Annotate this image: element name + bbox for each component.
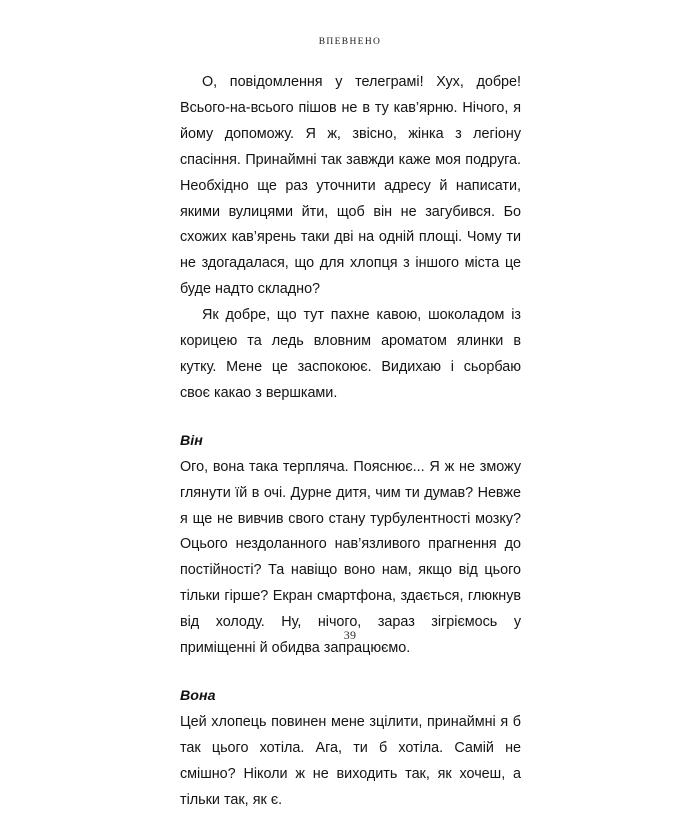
text-column [180, 70, 521, 813]
paragraph: О, повідомлення у телеграмі! Хух, добре! Всього-на-всього пішов не в ту кав’ярню. Нічого, я йому допоможу. Я ж, звісно, жінка з легіону спасіння. Принаймні так завжди каже моя подруга. Необхідно ще раз уточнити адресу й написати, якими вулицями йти, щоб він не загубився. Бо схожих кав’ярень таки дві на одній площі. Чому ти не здогадалася, що для хлопця з іншого міста це буде надто складно? [180, 74, 521, 298]
section-heading-vin: Він [180, 432, 203, 449]
paragraph: Цей хлопець повинен мене зцілити, принаймні я б так цього хотіла. Ага, ти б хотіла. Самій не смішно? Ніколи ж не виходить так, як хочеш, а тільки так, як є. [180, 713, 521, 808]
running-head: ВПЕВНЕНО [318, 37, 382, 47]
paragraph: Ого, вона така терпляча. Пояснює... Я ж не зможу глянути їй в очі. Дурне дитя, чим ти думав? Невже я ще не вивчив свого стану турбулентності мозку? Оцього нездоланного нав’язливого прагнення до постійності? Та навіщо воно нам, якщо від цього тільки гірше? Екран смартфона, здається, глюкнув від холоду. Ну, нічого, зараз зігріємось у приміщенні й обидва запрацюємо. [180, 458, 521, 657]
section-heading-vona: Вона [180, 687, 216, 704]
page-number: 39 [343, 628, 357, 642]
spacer [180, 407, 521, 429]
spacer [180, 662, 521, 684]
paragraph: Як добре, що тут пахне кавою, шоколадом із корицею та ледь вловним ароматом ялинки в кутку. Мене це заспокоює. Видихаю і сьорбаю своє какао з вершками. [180, 307, 521, 401]
